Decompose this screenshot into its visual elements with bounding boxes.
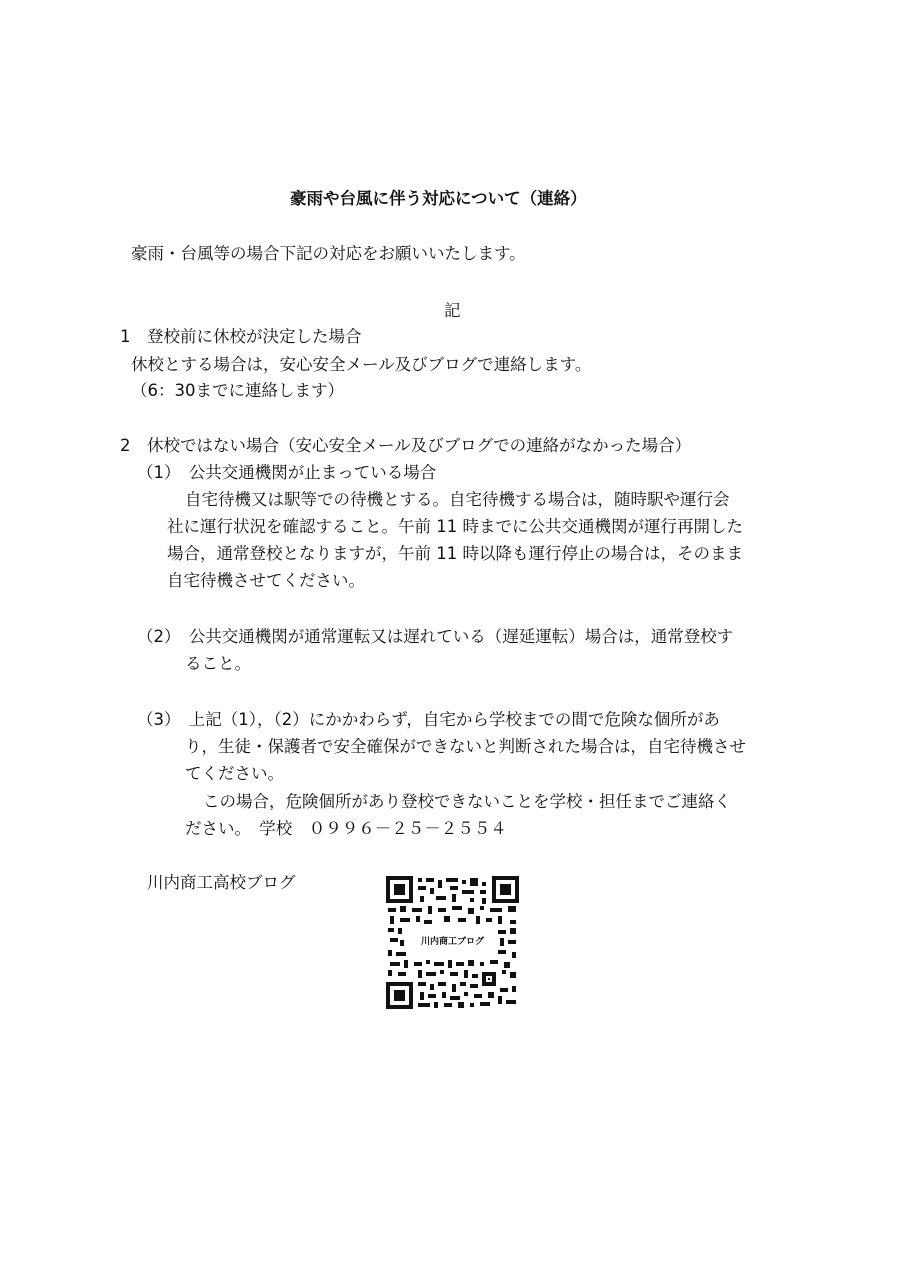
- item1-line: 社に運行状況を確認すること。午前 11 時までに公共交通機関が運行再開した: [167, 517, 743, 536]
- ki-heading: 記: [444, 301, 461, 320]
- item2-line: （2） 公共交通機関が通常運転又は遅れている（遅延運転）場合は，通常登校す: [137, 627, 734, 646]
- section1-line2: （6：30までに連絡します）: [131, 381, 344, 400]
- item3-line: てください。: [185, 764, 284, 783]
- qr-center-label: 川内商工ブログ: [409, 934, 496, 951]
- item1-line: 場合，通常登校となりますが，午前 11 時以降も運行停止の場合は，そのまま: [167, 544, 743, 563]
- item1-heading: （1） 公共交通機関が止まっている場合: [137, 463, 437, 482]
- item3-line: この場合，危険個所があり登校できないことを学校・担任までご連絡く: [203, 792, 731, 811]
- section1-line1: 休校とする場合は，安心安全メール及びブログで連絡します。: [131, 355, 592, 374]
- item3-line: ださい。 学校 ０９９６－２５－２５５４: [185, 819, 507, 838]
- item3-line: り，生徒・保護者で安全確保ができないと判断された場合は，自宅待機させ: [185, 737, 746, 756]
- document-title: 豪雨や台風に伴う対応について（連絡）: [290, 189, 587, 208]
- section2-heading: 2 休校ではない場合（安心安全メール及びブログでの連絡がなかった場合）: [120, 436, 692, 455]
- item1-line: 自宅待機又は駅等での待機とする。自宅待機する場合は，随時駅や運行会: [185, 490, 730, 509]
- qr-code: [386, 876, 519, 1009]
- item2-line: ること。: [185, 654, 251, 673]
- section1-heading: 1 登校前に休校が決定した場合: [120, 327, 362, 346]
- blog-label: 川内商工高校ブログ: [147, 873, 296, 892]
- intro-text: 豪雨・台風等の場合下記の対応をお願いいたします。: [131, 244, 526, 263]
- item1-line: 自宅待機させてください。: [167, 571, 365, 590]
- item3-line: （3） 上記（1），（2）にかかわらず，自宅から学校までの間で危険な個所があ: [137, 710, 720, 729]
